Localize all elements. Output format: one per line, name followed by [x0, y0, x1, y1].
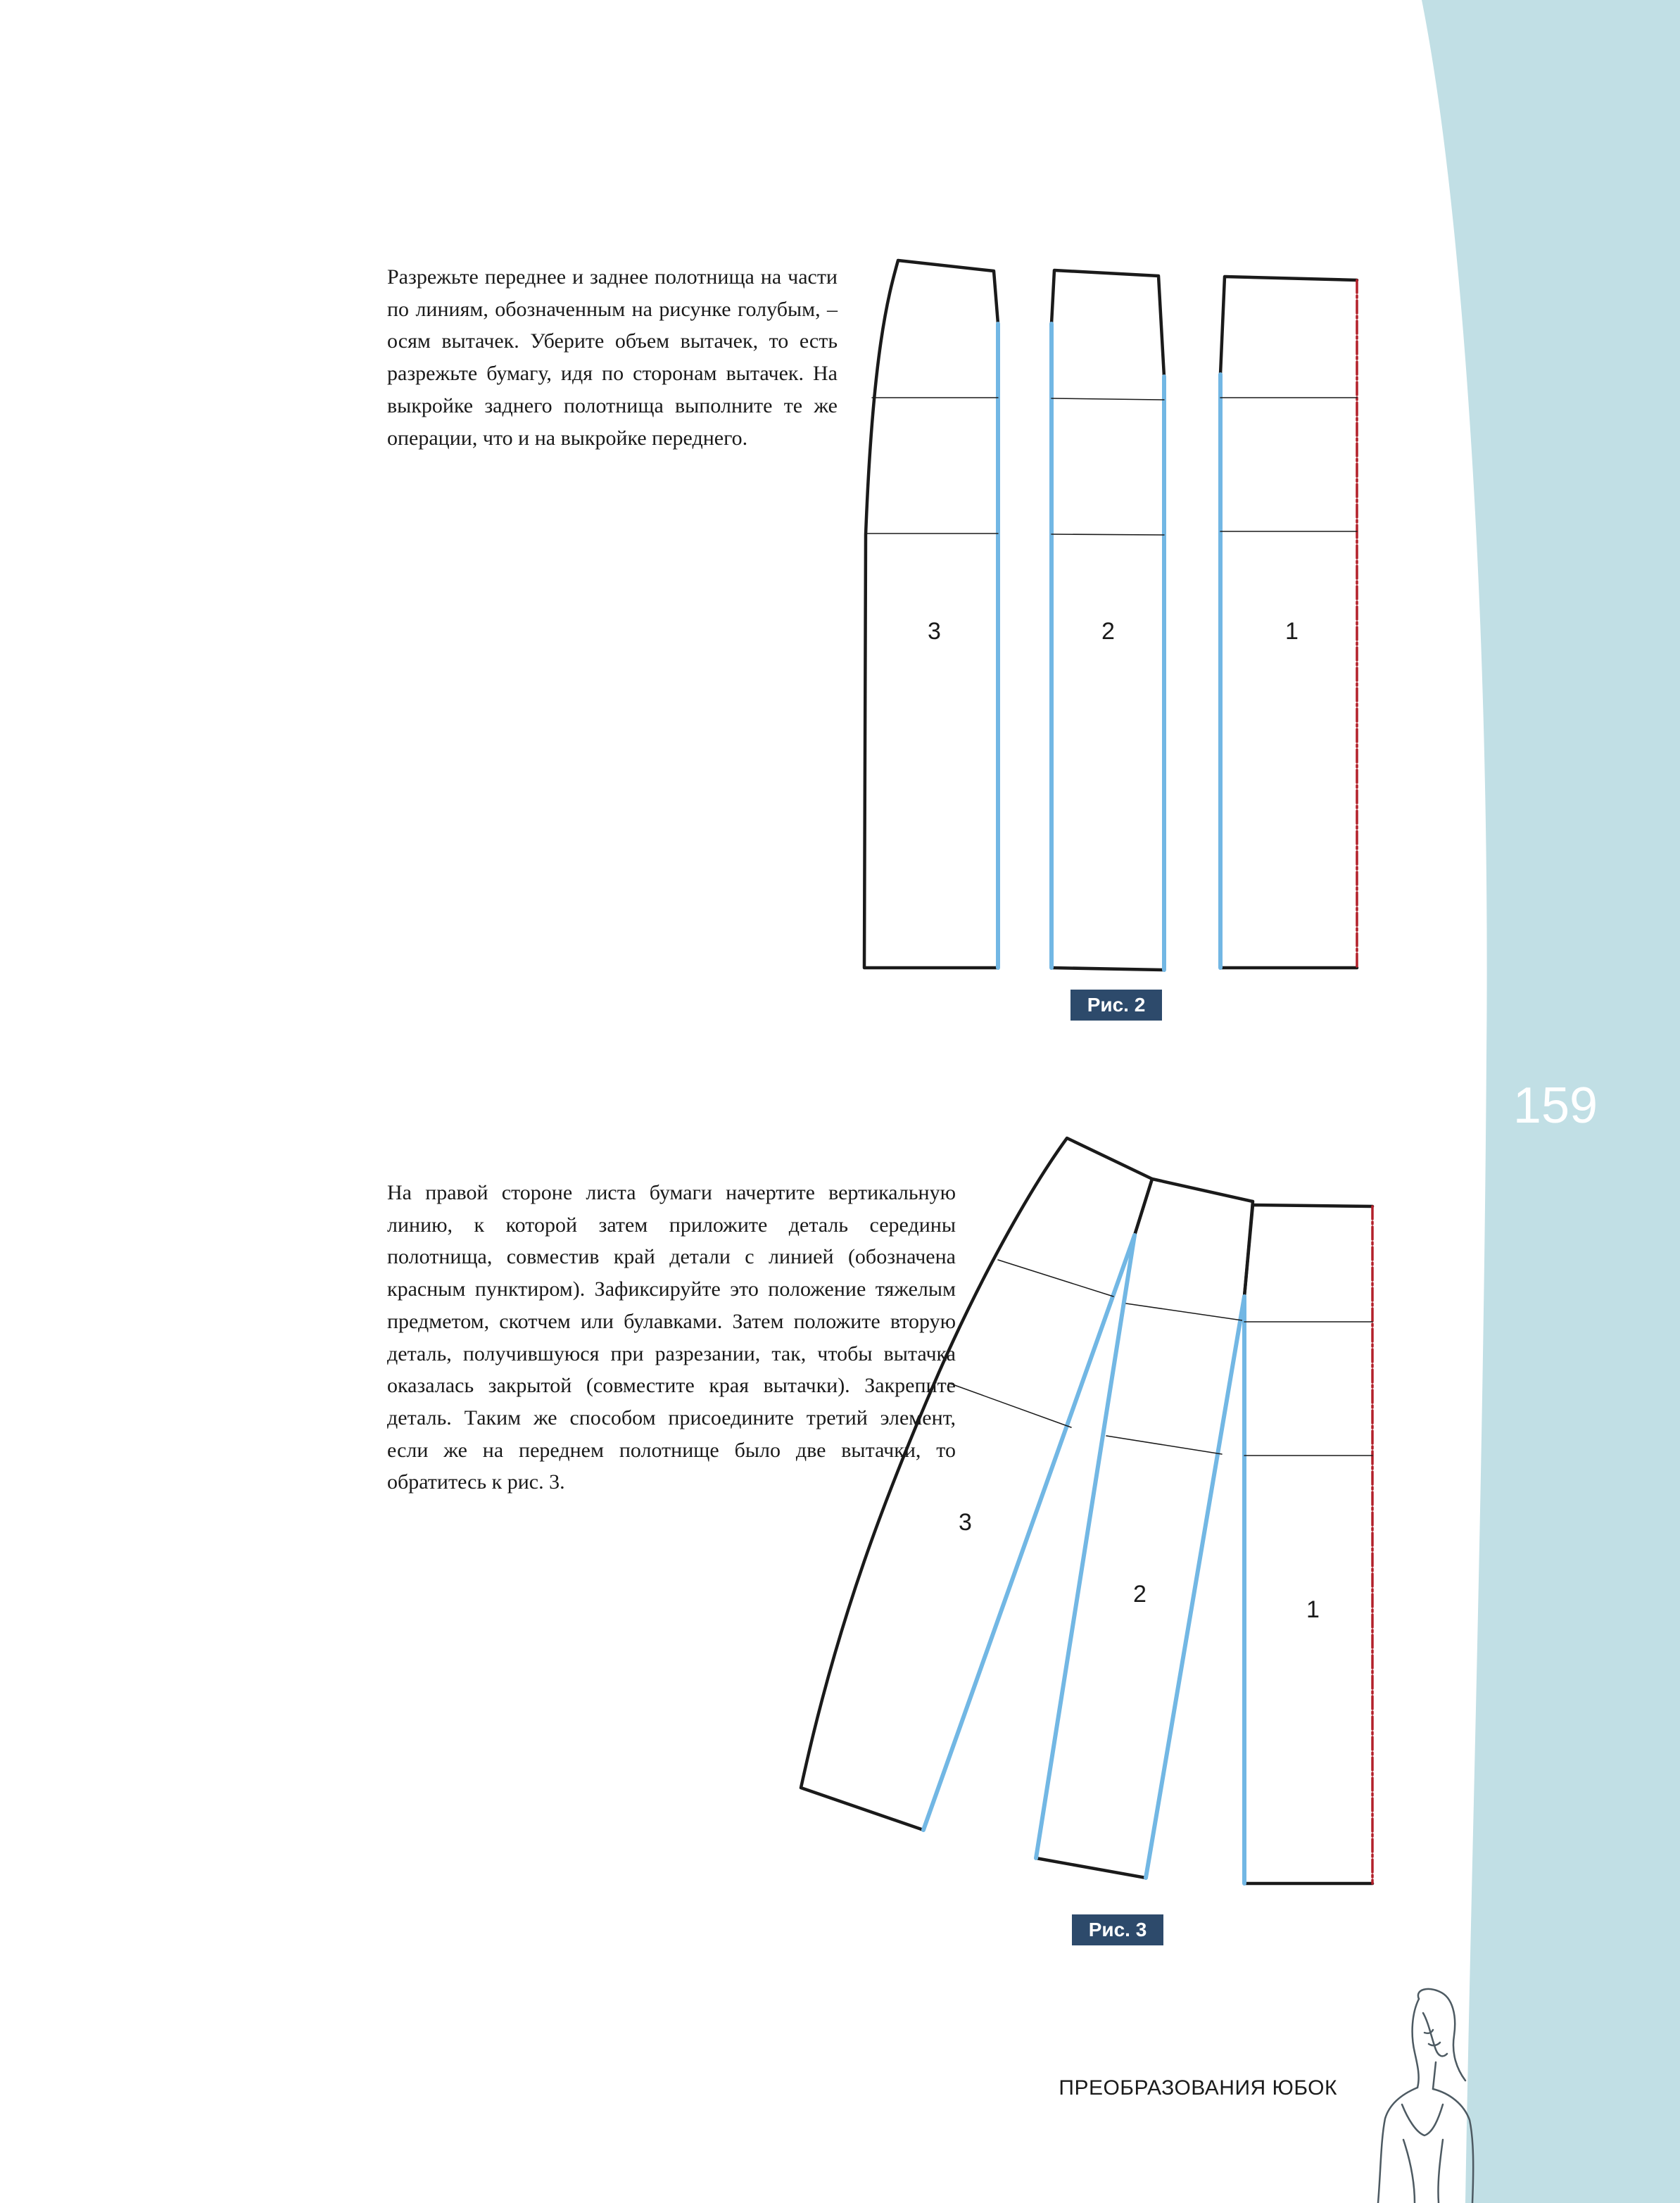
- instruction-paragraph-1: Разрежьте переднее и заднее полотнища на части по линиям, обозначенным на рисунке голубым, – осям вытачек. Уберите объем вытачек, то есть разрежьте бумагу, идя по сторонам вытачек. На выкройке заднего полотнища выполните те же операции, что и на выкройке переднего.: [387, 265, 838, 450]
- page-number: 159: [1512, 1078, 1598, 1134]
- fig2-part-1-number: 1: [1285, 618, 1299, 645]
- fig3-part-2-outline: [1135, 1179, 1253, 1296]
- figure-2-label: Рис. 2: [1070, 990, 1162, 1021]
- fig3-part-1-number: 1: [1306, 1596, 1320, 1623]
- fig2-part-2-number: 2: [1101, 618, 1115, 645]
- fig3-part-2-left-cut: [1036, 1235, 1135, 1858]
- fig2-part-3-number: 3: [928, 618, 941, 645]
- fig3-part-1-outline: [1244, 1205, 1372, 1296]
- fig3-part-3-cut-line: [923, 1235, 1135, 1830]
- fig3-part-2-number: 2: [1133, 1581, 1147, 1608]
- fig3-part-3-hip-line: [998, 1260, 1113, 1296]
- instruction-paragraph-2: На правой стороне листа бумаги начертите вертикальную линию, к которой затем приложите деталь середины полотнища, совместив край детали с линией (обозначена красным пунктиром). Зафиксируйте это положение тяжелым предметом, скотчем или булавками. Затем положите вторую деталь, получившуюся при разрезании, так, чтобы вытачка оказалась закрытой (совместите края вытачки). Закрепите деталь. Таким же способом присоедините третий элемент, если же на переднем полотнище было две вытачки, то обратитесь к рис. 3.: [387, 1181, 956, 1494]
- fig3-part-3-seat-line: [949, 1383, 1071, 1427]
- fig3-part-3-outline: [801, 1138, 1152, 1830]
- fig3-part-2-hem: [1036, 1858, 1146, 1878]
- section-title: ПРЕОБРАЗОВАНИЯ ЮБОК: [1059, 2076, 1337, 2100]
- fig3-part-2-right-cut: [1146, 1296, 1244, 1878]
- fig3-part-2-seat-line: [1106, 1436, 1222, 1454]
- fig3-part-2-hip-line: [1126, 1304, 1242, 1320]
- fig3-part-3-number: 3: [959, 1509, 972, 1536]
- figure-3-label: Рис. 3: [1072, 1914, 1163, 1945]
